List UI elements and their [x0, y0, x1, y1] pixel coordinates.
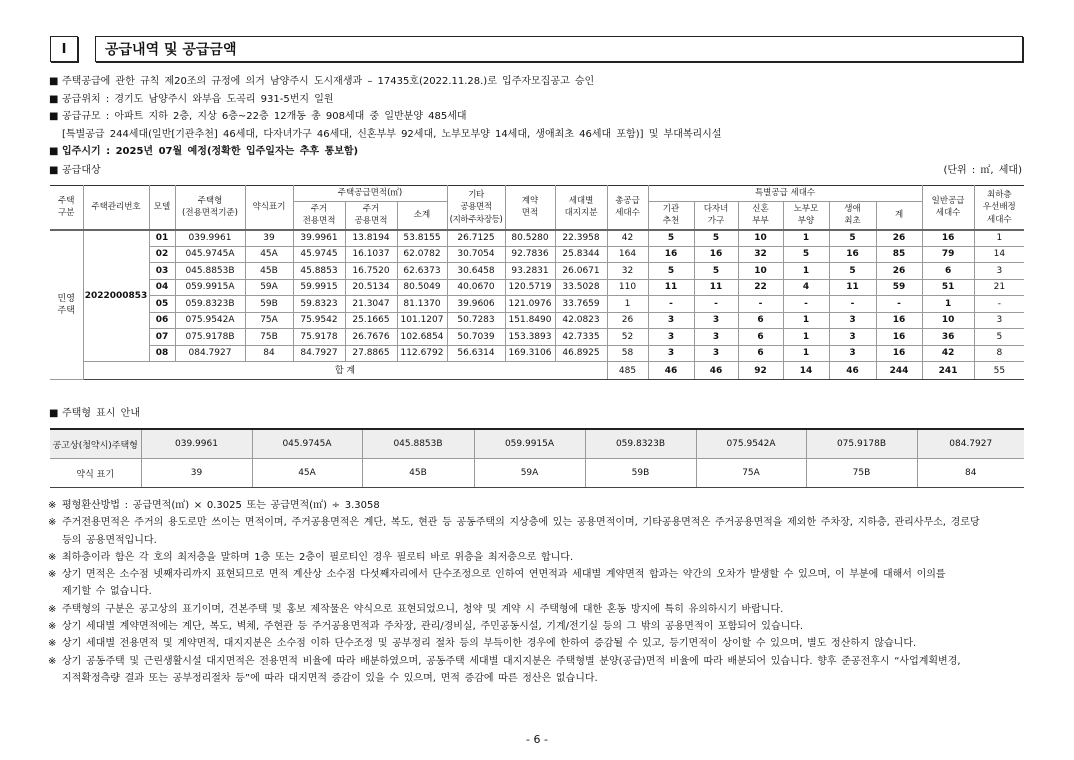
announced-type-cell: 075.9178B — [806, 429, 917, 459]
note-line — [48, 497, 980, 514]
section-number-box — [50, 36, 78, 62]
unit-note: (단위 : ㎡, 세대) — [943, 165, 1022, 176]
total-units-cell: 1 — [607, 296, 648, 313]
short-label-cell: 59A — [474, 459, 585, 488]
note-text: 상기 면적은 소수점 넷째자리까지 표현되므로 면적 계산상 소수점 다섯째자리에서 단수조정으로 인하여 연면적과 세대별 계약면적 합과는 약간의 오차가 발생할 수 있으며, 이 부분에 대해서 이의를 — [62, 569, 946, 581]
general-units-cell: 10 — [922, 312, 974, 329]
newlywed-units-cell: 10 — [738, 263, 783, 280]
section-number: I — [61, 41, 67, 57]
contract-area-cell: 121.0976 — [505, 296, 555, 313]
short-label-cell: 84 — [245, 345, 293, 362]
total-units-cell: 26 — [607, 312, 648, 329]
institution-units-cell: 3 — [648, 329, 694, 346]
elderly-parent-units-cell: 1 — [783, 345, 829, 362]
contract-area-cell: 92.7836 — [505, 246, 555, 263]
area-subtotal-cell: 101.1207 — [397, 312, 447, 329]
institution-units-cell: 16 — [648, 246, 694, 263]
note-line — [48, 670, 980, 687]
total-units-cell: 32 — [607, 263, 648, 280]
header-elderly-parent: 노부모 부양 — [783, 202, 829, 230]
short-label-cell: 45B — [362, 459, 474, 488]
first-time-units-cell: 5 — [829, 230, 876, 247]
institution-units-cell: - — [648, 296, 694, 313]
scale-text: 공급규모 : 아파트 지하 2층, 지상 6층~22층 12개동 총 908세대 중 일반분양 485세대 — [62, 111, 467, 122]
elderly-parent-units-cell: 1 — [783, 312, 829, 329]
short-label-label: 약식 표기 — [50, 459, 141, 488]
multi-child-units-cell: - — [694, 296, 738, 313]
short-label-cell: 59B — [585, 459, 696, 488]
announced-type-row — [50, 429, 1024, 459]
type-guide-title-line — [49, 405, 140, 422]
note-text: 주거전용면적은 주거의 용도로만 쓰이는 면적이며, 주거공용면적은 계단, 복도, 현관 등 공동주택의 지상층에 있는 공용면적이며, 기타공용면적은 주거공용면적을 제외한 주차장, 지하층, 관리사무소, 경로당 — [62, 517, 980, 529]
common-area-cell: 21.3047 — [345, 296, 397, 313]
header-multi-child: 다자녀 가구 — [694, 202, 738, 230]
note-line — [48, 514, 980, 531]
header-total-units: 총공급 세대수 — [607, 186, 648, 230]
note-text: 주택형의 구분은 공고상의 표기이며, 견본주택 및 홍보 제작물은 약식으로 표현되었으니, 청약 및 계약 시 주택형에 대한 혼동 방지에 특히 유의하시기 바랍니다. — [62, 603, 784, 615]
other-common-area-cell: 40.0670 — [447, 279, 505, 296]
unit-type-cell: 039.9961 — [175, 230, 245, 247]
lowest-floor-units-cell: 3 — [974, 312, 1024, 329]
supply-table-row — [50, 279, 1024, 296]
note-line — [48, 601, 980, 618]
area-subtotal-cell: 112.6792 — [397, 345, 447, 362]
header-model: 모델 — [149, 186, 175, 230]
elderly-parent-units-cell: 4 — [783, 279, 829, 296]
multi-child-units-cell: 3 — [694, 345, 738, 362]
common-area-cell: 25.1665 — [345, 312, 397, 329]
short-label-cell: 39 — [245, 230, 293, 247]
multi-child-units-cell: 3 — [694, 312, 738, 329]
common-area-cell: 13.8194 — [345, 230, 397, 247]
first-time-units-cell: 3 — [829, 329, 876, 346]
special-total-units-cell: 16 — [876, 329, 922, 346]
intro-list — [49, 73, 722, 161]
elderly-parent-units-cell: 1 — [783, 329, 829, 346]
header-housing-type: 주택 구분 — [50, 186, 83, 230]
header-newlywed: 신혼 부부 — [738, 202, 783, 230]
model-cell: 07 — [149, 329, 175, 346]
total-units-cell: 164 — [607, 246, 648, 263]
note-text: 상기 세대별 전용면적 및 계약면적, 대지지분은 소수점 이하 단수조정 및 공부정리 절차 등의 부득이한 경우에 한하여 증감될 수 있고, 등기면적이 상이할 수 있으며, 별도 정산하지 않습니다. — [62, 638, 917, 650]
unit-type-cell: 059.9915A — [175, 279, 245, 296]
first-time-units-cell: 3 — [829, 312, 876, 329]
note-line — [48, 532, 980, 549]
newlywed-units-cell: 22 — [738, 279, 783, 296]
announced-type-cell: 084.7927 — [917, 429, 1024, 459]
supply-table-row — [50, 296, 1024, 313]
land-share-cell: 42.7335 — [555, 329, 607, 346]
housing-category-cell: 민영 주택 — [50, 230, 83, 380]
model-cell: 03 — [149, 263, 175, 280]
header-unit-type: 주택형 (전용면적기준) — [175, 186, 245, 230]
area-subtotal-cell: 62.0782 — [397, 246, 447, 263]
general-units-cell: 51 — [922, 279, 974, 296]
bullet-marker: ■ — [49, 93, 59, 105]
announced-type-cell: 059.9915A — [474, 429, 585, 459]
short-label-cell: 59A — [245, 279, 293, 296]
note-marker: ※ — [48, 551, 57, 563]
announced-type-cell: 045.9745A — [252, 429, 362, 459]
area-subtotal-cell: 62.6373 — [397, 263, 447, 280]
unit-type-cell: 075.9178B — [175, 329, 245, 346]
total-label-cell: 합 계 — [83, 362, 607, 380]
announced-type-cell: 039.9961 — [141, 429, 252, 459]
land-share-cell: 33.7659 — [555, 296, 607, 313]
first-time-units-cell: - — [829, 296, 876, 313]
special-total-units-cell: - — [876, 296, 922, 313]
area-subtotal-cell: 53.8155 — [397, 230, 447, 247]
multi-child-units-cell: 5 — [694, 263, 738, 280]
header-subtotal: 소계 — [397, 202, 447, 230]
multi-child-units-cell: 11 — [694, 279, 738, 296]
special-total-units-cell: 16 — [876, 312, 922, 329]
lowest-floor-units-cell: - — [974, 296, 1024, 313]
supply-table-row — [50, 345, 1024, 362]
area-subtotal-cell: 80.5049 — [397, 279, 447, 296]
contract-area-cell: 169.3106 — [505, 345, 555, 362]
header-short-label: 약식표기 — [245, 186, 293, 230]
special-total-units-cell: 26 — [876, 263, 922, 280]
bullet-marker: ■ — [49, 146, 59, 157]
announced-type-cell: 045.8853B — [362, 429, 474, 459]
header-first-time: 생애 최초 — [829, 202, 876, 230]
first-time-units-cell: 11 — [829, 279, 876, 296]
management-number-cell: 2022000853 — [83, 230, 149, 362]
exclusive-area-cell: 59.8323 — [293, 296, 345, 313]
announced-type-label: 공고상(청약시)주택형 — [50, 429, 141, 459]
common-area-cell: 20.5134 — [345, 279, 397, 296]
location-line — [49, 91, 722, 109]
land-share-cell: 22.3958 — [555, 230, 607, 247]
header-management-no: 주택관리번호 — [83, 186, 149, 230]
page-number: - 6 - — [526, 733, 548, 746]
total-units-cell: 42 — [607, 230, 648, 247]
lowest-floor-units-cell: 1 — [974, 230, 1024, 247]
common-area-cell: 16.7520 — [345, 263, 397, 280]
elderly-parent-units-cell: 5 — [783, 246, 829, 263]
elderly-parent-units-cell: - — [783, 296, 829, 313]
exclusive-area-cell: 75.9178 — [293, 329, 345, 346]
total-units-cell: 110 — [607, 279, 648, 296]
note-marker: ※ — [48, 655, 57, 667]
note-text: 상기 세대별 계약면적에는 계단, 복도, 벽체, 주현관 등 주거공용면적과 주차장, 관리/경비실, 주민공동시설, 기계/전기실 등의 그 밖의 공용면적이 포함되어 있습니다. — [62, 621, 804, 633]
bullet-marker: ■ — [49, 165, 59, 176]
exclusive-area-cell: 59.9915 — [293, 279, 345, 296]
lowest-floor-units-cell: 3 — [974, 263, 1024, 280]
header-common-area: 주거 공용면적 — [345, 202, 397, 230]
multi-child-units-cell: 5 — [694, 230, 738, 247]
general-units-cell: 42 — [922, 345, 974, 362]
note-line — [48, 549, 980, 566]
total-first-time-cell: 46 — [829, 362, 876, 380]
header-contract-area: 계약 면적 — [505, 186, 555, 230]
short-label-cell: 75A — [696, 459, 806, 488]
institution-units-cell: 5 — [648, 230, 694, 247]
notes-list — [48, 497, 980, 687]
note-text: 지적확정측량 결과 또는 공부정리절차 등”에 따라 대지면적 증감이 있을 수 있으며, 면적 증감에 따른 정산은 없습니다. — [62, 672, 598, 684]
multi-child-units-cell: 16 — [694, 246, 738, 263]
supply-table-row — [50, 312, 1024, 329]
model-cell: 02 — [149, 246, 175, 263]
common-area-cell: 27.8865 — [345, 345, 397, 362]
exclusive-area-cell: 75.9542 — [293, 312, 345, 329]
lowest-floor-units-cell: 14 — [974, 246, 1024, 263]
general-units-cell: 36 — [922, 329, 974, 346]
note-marker: ※ — [48, 621, 57, 633]
supply-table-row — [50, 329, 1024, 346]
general-units-cell: 16 — [922, 230, 974, 247]
newlywed-units-cell: 6 — [738, 345, 783, 362]
unit-type-cell: 059.8323B — [175, 296, 245, 313]
short-label-cell: 84 — [917, 459, 1024, 488]
newlywed-units-cell: - — [738, 296, 783, 313]
total-units-cell: 485 — [607, 362, 648, 380]
bullet-marker: ■ — [49, 111, 59, 122]
exclusive-area-cell: 45.8853 — [293, 263, 345, 280]
model-cell: 08 — [149, 345, 175, 362]
contract-area-cell: 153.3893 — [505, 329, 555, 346]
note-marker: ※ — [48, 569, 57, 581]
other-common-area-cell: 26.7125 — [447, 230, 505, 247]
supply-table-row — [50, 263, 1024, 280]
model-cell: 01 — [149, 230, 175, 247]
move-in-line — [49, 143, 722, 161]
unit-type-cell: 075.9542A — [175, 312, 245, 329]
section-title: 공급내역 및 공급금액 — [105, 42, 237, 58]
header-lowest-floor: 최하층 우선배정 세대수 — [974, 186, 1024, 230]
other-common-area-cell: 39.9606 — [447, 296, 505, 313]
bullet-marker: ■ — [49, 408, 59, 419]
note-line — [48, 583, 980, 600]
scale-detail-text: [특별공급 244세대(일반[기관추천] 46세대, 다자녀가구 46세대, 신혼부부 92세대, 노부모부양 14세대, 생애최초 46세대 포함)] 및 부대복리시설 — [62, 128, 722, 140]
short-label-row — [50, 459, 1024, 488]
approval-text: 주택공급에 관한 규칙 제20조의 규정에 의거 남양주시 도시재생과 – 17435호(2022.11.28.)로 입주자모집공고 승인 — [62, 76, 595, 87]
lowest-floor-units-cell: 21 — [974, 279, 1024, 296]
special-total-units-cell: 59 — [876, 279, 922, 296]
supply-table-row — [50, 230, 1024, 247]
contract-area-cell: 151.8490 — [505, 312, 555, 329]
land-share-cell: 33.5028 — [555, 279, 607, 296]
note-line — [48, 635, 980, 652]
other-common-area-cell: 50.7283 — [447, 312, 505, 329]
total-multi-child-cell: 46 — [694, 362, 738, 380]
supply-table — [50, 185, 1024, 380]
newlywed-units-cell: 6 — [738, 329, 783, 346]
general-units-cell: 6 — [922, 263, 974, 280]
note-text: 제기할 수 없습니다. — [62, 586, 152, 598]
institution-units-cell: 11 — [648, 279, 694, 296]
exclusive-area-cell: 39.9961 — [293, 230, 345, 247]
header-supply-area: 주택공급면적(㎡) — [293, 186, 447, 202]
supply-table-row — [50, 246, 1024, 263]
special-total-units-cell: 26 — [876, 230, 922, 247]
total-general-cell: 241 — [922, 362, 974, 380]
header-row-1 — [50, 186, 1024, 202]
area-subtotal-cell: 81.1370 — [397, 296, 447, 313]
newlywed-units-cell: 6 — [738, 312, 783, 329]
approval-line — [49, 73, 722, 91]
general-units-cell: 79 — [922, 246, 974, 263]
first-time-units-cell: 5 — [829, 263, 876, 280]
header-exclusive-area: 주거 전용면적 — [293, 202, 345, 230]
unit-type-cell: 045.8853B — [175, 263, 245, 280]
header-other-common: 기타 공용면적 (지하주차장등) — [447, 186, 505, 230]
bullet-marker: ■ — [49, 76, 59, 87]
other-common-area-cell: 30.7054 — [447, 246, 505, 263]
multi-child-units-cell: 3 — [694, 329, 738, 346]
other-common-area-cell: 50.7039 — [447, 329, 505, 346]
short-label-cell: 75B — [245, 329, 293, 346]
land-share-cell: 42.0823 — [555, 312, 607, 329]
model-cell: 04 — [149, 279, 175, 296]
short-label-cell: 59B — [245, 296, 293, 313]
note-line — [48, 653, 980, 670]
note-marker: ※ — [48, 517, 57, 529]
note-line — [48, 618, 980, 635]
type-guide-title: 주택형 표시 안내 — [62, 408, 140, 419]
note-text: 최하층이라 함은 각 호의 최저층을 말하며 1층 또는 2층이 필로티인 경우 필로티 바로 위층을 최저층으로 합니다. — [62, 551, 574, 563]
exclusive-area-cell: 45.9745 — [293, 246, 345, 263]
total-elderly-parent-cell: 14 — [783, 362, 829, 380]
unit-type-cell: 045.9745A — [175, 246, 245, 263]
special-total-units-cell: 16 — [876, 345, 922, 362]
first-time-units-cell: 3 — [829, 345, 876, 362]
elderly-parent-units-cell: 1 — [783, 230, 829, 247]
newlywed-units-cell: 32 — [738, 246, 783, 263]
note-marker: ※ — [48, 603, 57, 615]
unit-type-cell: 084.7927 — [175, 345, 245, 362]
scale-detail-line — [49, 126, 722, 144]
supply-target-line — [49, 162, 1024, 179]
total-lowest-floor-cell: 55 — [974, 362, 1024, 380]
institution-units-cell: 3 — [648, 345, 694, 362]
note-text: 등의 공용면적입니다. — [62, 534, 157, 546]
scale-line — [49, 108, 722, 126]
header-institution: 기관 추천 — [648, 202, 694, 230]
institution-units-cell: 3 — [648, 312, 694, 329]
institution-units-cell: 5 — [648, 263, 694, 280]
short-label-cell: 39 — [141, 459, 252, 488]
newlywed-units-cell: 10 — [738, 230, 783, 247]
contract-area-cell: 80.5280 — [505, 230, 555, 247]
note-marker: ※ — [48, 638, 57, 650]
move-in-text: 입주시기 : 2025년 07월 예정(정확한 입주일자는 추후 통보함) — [62, 146, 359, 157]
total-units-cell: 52 — [607, 329, 648, 346]
elderly-parent-units-cell: 1 — [783, 263, 829, 280]
exclusive-area-cell: 84.7927 — [293, 345, 345, 362]
land-share-cell: 46.8925 — [555, 345, 607, 362]
common-area-cell: 16.1037 — [345, 246, 397, 263]
announced-type-cell: 059.8323B — [585, 429, 696, 459]
supply-target-label: 공급대상 — [62, 165, 101, 176]
model-cell: 05 — [149, 296, 175, 313]
total-newlywed-cell: 92 — [738, 362, 783, 380]
first-time-units-cell: 16 — [829, 246, 876, 263]
header-land-share: 세대별 대지지분 — [555, 186, 607, 230]
other-common-area-cell: 56.6314 — [447, 345, 505, 362]
note-text: 상기 공동주택 및 근린생활시설 대지면적은 전용면적 비율에 따라 배분하였으며, 공동주택 세대별 대지지분은 주택형별 분양(공급)면적 비율에 따라 배분되어 있습니다. 향후 준공전후시 “사업계획변경, — [62, 655, 961, 667]
common-area-cell: 26.7676 — [345, 329, 397, 346]
note-line — [48, 566, 980, 583]
contract-area-cell: 120.5719 — [505, 279, 555, 296]
total-units-cell: 58 — [607, 345, 648, 362]
supply-table-body — [50, 230, 1024, 380]
type-guide-table — [50, 428, 1024, 488]
location-text: 공급위치 : 경기도 남양주시 와부읍 도곡리 931-5번지 일원 — [62, 93, 334, 105]
total-institution-cell: 46 — [648, 362, 694, 380]
note-text: 평형환산방법 : 공급면적(㎡) × 0.3025 또는 공급면적(㎡) ÷ 3.3058 — [62, 500, 380, 511]
note-marker: ※ — [48, 500, 57, 511]
model-cell: 06 — [149, 312, 175, 329]
general-units-cell: 1 — [922, 296, 974, 313]
special-total-units-cell: 85 — [876, 246, 922, 263]
short-label-cell: 75A — [245, 312, 293, 329]
announced-type-cell: 075.9542A — [696, 429, 806, 459]
lowest-floor-units-cell: 5 — [974, 329, 1024, 346]
lowest-floor-units-cell: 8 — [974, 345, 1024, 362]
area-subtotal-cell: 102.6854 — [397, 329, 447, 346]
short-label-cell: 75B — [806, 459, 917, 488]
section-title-box — [95, 36, 1023, 62]
short-label-cell: 45B — [245, 263, 293, 280]
supply-table-total-row — [50, 362, 1024, 380]
contract-area-cell: 93.2831 — [505, 263, 555, 280]
header-general-supply: 일반공급 세대수 — [922, 186, 974, 230]
short-label-cell: 45A — [245, 246, 293, 263]
other-common-area-cell: 30.6458 — [447, 263, 505, 280]
short-label-cell: 45A — [252, 459, 362, 488]
header-special-supply: 특별공급 세대수 — [648, 186, 922, 202]
land-share-cell: 25.8344 — [555, 246, 607, 263]
header-special-total: 계 — [876, 202, 922, 230]
total-special-cell: 244 — [876, 362, 922, 380]
land-share-cell: 26.0671 — [555, 263, 607, 280]
